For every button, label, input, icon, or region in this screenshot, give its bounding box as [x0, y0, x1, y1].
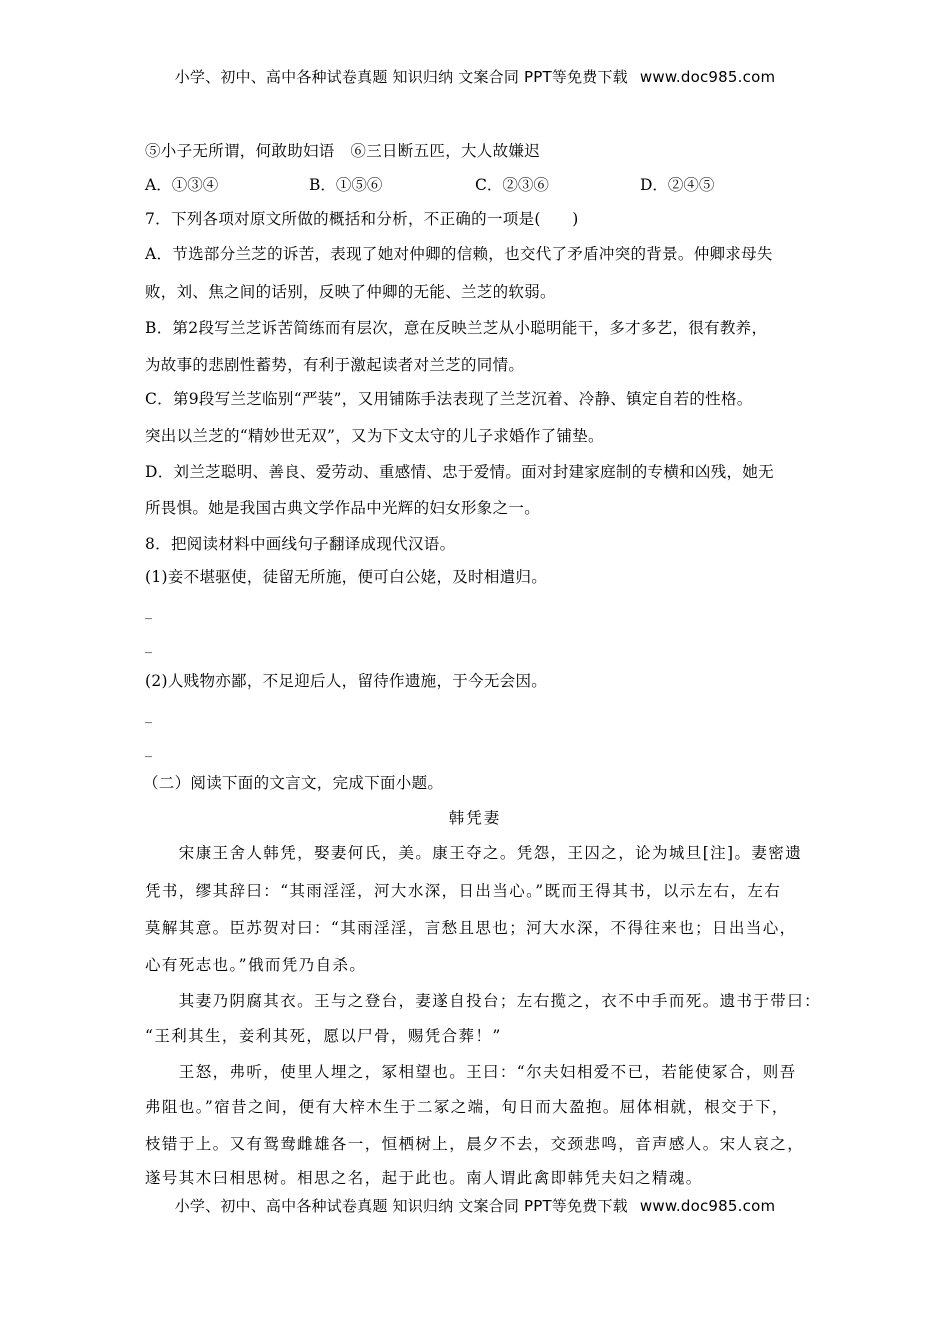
- header-text: 小学、初中、高中各种试卷真题 知识归纳 文案合同 PPT等免费下载: [174, 68, 628, 86]
- q7-option-a-line1: A．节选部分兰芝的诉苦，表现了她对仲卿的信赖，也交代了矛盾冲突的背景。仲卿求母失: [145, 245, 773, 263]
- q7-option-c-line1: C．第9段写兰芝临别“严装”，又用铺陈手法表现了兰芝沉着、冷静、镇定自若的性格。: [145, 390, 753, 408]
- q6-option-c: C．②③⑥: [475, 176, 549, 194]
- q6-option-a: A．①③④: [145, 176, 219, 194]
- q7-option-a-line2: 败，刘、焦之间的话别，反映了仲卿的无能、兰芝的软弱。: [145, 283, 556, 301]
- q6-option-d: D．②④⑤: [640, 176, 715, 194]
- passage-line: 遂号其木曰相思树。相思之名，起于此也。南人谓此禽即韩凭夫妇之精魂。: [145, 1169, 703, 1187]
- answer-blank[interactable]: _: [145, 638, 152, 654]
- header-url[interactable]: www.doc985.com: [639, 68, 776, 86]
- passage-line: 枝错于上。又有鸳鸯雌雄各一，恒栖树上，晨夕不去，交颈悲鸣，音声感人。宋人哀之，: [145, 1135, 805, 1153]
- q7-option-b-line1: B．第2段写兰芝诉苦简练而有层次，意在反映兰芝从小聪明能干，多才多艺，很有教养，: [145, 319, 768, 337]
- passage-line: 宋康王舍人韩凭，娶妻何氏，美。康王夺之。凭怨，王囚之，论为城旦[注]。妻密遗: [145, 844, 803, 862]
- passage-line: 弗阻也。”宿昔之间，便有大梓木生于二冢之端，旬日而大盈抱。屈体相就，根交于下，: [145, 1098, 789, 1116]
- q6-items-line: ⑤小子无所谓，何敢助妇语 ⑥三日断五匹，大人故嫌迟: [145, 142, 541, 160]
- q8-stem: 8．把阅读材料中画线句子翻译成现代汉语。: [145, 535, 456, 553]
- section2-intro: （二）阅读下面的文言文，完成下面小题。: [143, 774, 444, 792]
- answer-blank[interactable]: _: [145, 708, 152, 724]
- passage-line: 凭书，缪其辞曰：“其雨淫淫，河大水深，日出当心。”既而王得其书，以示左右，左右: [145, 882, 782, 900]
- answer-blank[interactable]: _: [145, 742, 152, 758]
- answer-blank[interactable]: _: [145, 604, 152, 620]
- q7-option-b-line2: 为故事的悲剧性蓄势，有利于激起读者对兰芝的同情。: [145, 356, 525, 374]
- passage-line: 王怒，弗听，使里人埋之，冢相望也。王曰：“尔夫妇相爱不已，若能使冢合，则吾: [145, 1063, 797, 1081]
- page-footer: [0, 1195, 950, 1216]
- page-header: [0, 66, 950, 87]
- passage-title: 韩凭妻: [448, 809, 502, 827]
- passage-line: “王利其生，妾利其死，愿以尸骨，赐凭合葬！”: [145, 1027, 502, 1045]
- q8-sentence-1: (1)妾不堪驱使，徒留无所施，便可白公姥，及时相遣归。: [145, 568, 548, 586]
- q7-option-d-line1: D．刘兰芝聪明、善良、爱劳动、重感情、忠于爱情。面对封建家庭制的专横和凶残，她无: [145, 463, 774, 481]
- q6-option-b: B．①⑤⑥: [309, 176, 383, 194]
- passage-line: 莫解其意。臣苏贺对曰：“其雨淫淫，言愁且思也；河大水深，不得往来也；日出当心，: [145, 919, 797, 937]
- q7-stem: 7．下列各项对原文所做的概括和分析，不正确的一项是( ): [145, 210, 579, 228]
- footer-text: 小学、初中、高中各种试卷真题 知识归纳 文案合同 PPT等免费下载: [174, 1197, 628, 1215]
- q8-sentence-2: (2)人贱物亦鄙，不足迎后人，留待作遗施，于今无会因。: [145, 672, 548, 690]
- q7-option-d-line2: 所畏惧。她是我国古典文学作品中光辉的妇女形象之一。: [145, 499, 541, 517]
- q7-option-c-line2: 突出以兰芝的“精妙世无双”，又为下文太守的儿子求婚作了铺垫。: [145, 427, 604, 445]
- footer-url[interactable]: www.doc985.com: [639, 1197, 776, 1215]
- passage-line: 心有死志也。”俄而凭乃自杀。: [145, 956, 367, 974]
- passage-line: 其妻乃阴腐其衣。王与之登台，妻遂自投台；左右揽之，衣不中手而死。遗书于带曰：: [145, 992, 822, 1010]
